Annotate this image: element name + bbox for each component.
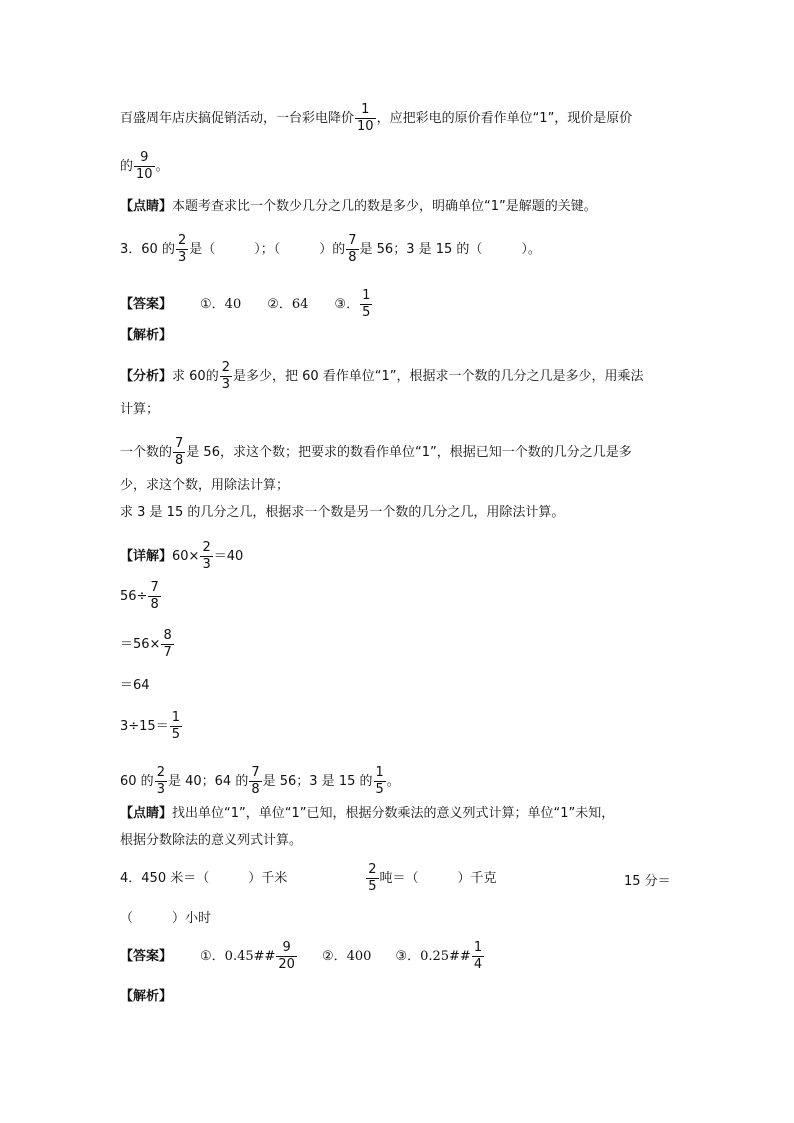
numerator: 2 bbox=[221, 360, 230, 375]
analysis-label: 【分析】 bbox=[120, 369, 173, 384]
denominator: 5 bbox=[171, 727, 180, 742]
numerator: 1 bbox=[171, 710, 180, 725]
answer-2: ②．400 bbox=[321, 949, 372, 964]
denominator: 8 bbox=[150, 597, 159, 612]
numerator: 2 bbox=[202, 540, 211, 555]
text: 56÷ bbox=[120, 589, 148, 604]
text: 一个数的 bbox=[120, 445, 173, 460]
fraction bbox=[249, 765, 261, 798]
denominator: 20 bbox=[278, 957, 295, 972]
numerator: 8 bbox=[163, 628, 172, 643]
denominator: 8 bbox=[251, 782, 260, 797]
answer-2: ②．64 bbox=[267, 297, 309, 312]
fraction bbox=[346, 233, 358, 266]
tip-line bbox=[120, 805, 614, 823]
detail-line bbox=[120, 677, 150, 695]
answer-1: ①．0.45## bbox=[200, 949, 276, 964]
fraction bbox=[134, 150, 155, 183]
answer-3: ③． bbox=[334, 297, 360, 312]
denominator: 3 bbox=[202, 557, 211, 572]
analysis-line bbox=[120, 360, 644, 393]
denominator: 3 bbox=[156, 782, 165, 797]
numerator: 1 bbox=[355, 102, 376, 119]
text: 吨＝（ ）千克 bbox=[379, 871, 497, 886]
denominator: 10 bbox=[357, 119, 374, 134]
text: 求 60的 bbox=[172, 369, 219, 384]
analysis-line bbox=[120, 504, 564, 522]
denominator: 3 bbox=[177, 250, 187, 265]
numerator: 9 bbox=[134, 150, 155, 167]
question-4-part bbox=[624, 873, 671, 891]
text: 是（ ）；（ ）的 bbox=[189, 242, 346, 257]
answer-line bbox=[120, 940, 485, 973]
answer-1: ①．40 bbox=[200, 297, 242, 312]
denominator: 5 bbox=[368, 879, 377, 894]
denominator: 8 bbox=[175, 453, 184, 468]
analysis-line bbox=[120, 436, 632, 469]
question-4 bbox=[120, 862, 497, 895]
analysis-line bbox=[120, 477, 289, 495]
text: ＝64 bbox=[120, 678, 150, 693]
fraction bbox=[360, 288, 372, 321]
fraction bbox=[276, 940, 297, 973]
answer-label: 【答案】 bbox=[120, 297, 173, 312]
detail-line bbox=[120, 540, 243, 573]
fraction bbox=[366, 862, 378, 895]
text: 。 bbox=[386, 774, 400, 789]
fraction bbox=[148, 580, 160, 613]
detail-line bbox=[120, 580, 162, 613]
detail-line bbox=[120, 628, 175, 661]
tip-line bbox=[120, 198, 597, 216]
answer-3: ③．0.25## bbox=[395, 949, 471, 964]
text: 是 40；64 的 bbox=[167, 774, 249, 789]
text: 求 3 是 15 的几分之几，根据求一个数是另一个数的几分之几，用除法计算。 bbox=[120, 505, 565, 520]
fraction bbox=[374, 765, 386, 798]
tip-text: 本题考查求比一个数少几分之几的数是多少，明确单位“1”是解题的关键。 bbox=[172, 199, 597, 214]
answer-label: 【答案】 bbox=[120, 949, 173, 964]
fraction bbox=[472, 940, 484, 973]
numerator: 9 bbox=[276, 940, 297, 957]
detail-line bbox=[120, 765, 400, 798]
tip-text: 找出单位“1”，单位“1”已知，根据分数乘法的意义列式计算；单位“1”未知， bbox=[172, 806, 615, 821]
denominator: 5 bbox=[362, 305, 371, 320]
paragraph-line bbox=[120, 102, 632, 135]
detail-label: 【详解】 bbox=[120, 549, 173, 564]
numerator: 1 bbox=[362, 288, 371, 303]
fraction bbox=[220, 360, 232, 393]
text: 3÷15＝ bbox=[120, 719, 169, 734]
text: ＝40 bbox=[213, 549, 244, 564]
text: 是多少，把 60 看作单位“1”，根据求一个数的几分之几是多少，用乘法 bbox=[232, 369, 644, 384]
denominator: 5 bbox=[375, 782, 384, 797]
text: （ ）小时 bbox=[120, 911, 212, 926]
numerator: 7 bbox=[175, 436, 184, 451]
text: ，应把彩电的原价看作单位“1”，现价是原价 bbox=[376, 111, 633, 126]
text: 4．450 米＝（ ）千米 bbox=[120, 871, 288, 886]
analysis-line bbox=[120, 401, 159, 419]
analysis-heading: 【解析】 bbox=[120, 989, 173, 1004]
numerator: 7 bbox=[150, 580, 159, 595]
question-4-line bbox=[120, 910, 211, 928]
text: 的 bbox=[120, 159, 134, 174]
denominator: 7 bbox=[163, 645, 172, 660]
text: 15 分＝ bbox=[624, 874, 671, 889]
text: 60× bbox=[172, 549, 200, 564]
tip-text: 根据分数除法的意义列式计算。 bbox=[120, 833, 303, 848]
denominator: 8 bbox=[348, 250, 357, 265]
text: 。 bbox=[155, 159, 169, 174]
numerator: 2 bbox=[368, 862, 377, 877]
analysis-heading: 【解析】 bbox=[120, 328, 173, 343]
text: 60 的 bbox=[120, 774, 154, 789]
numerator: 2 bbox=[177, 233, 187, 248]
numerator: 1 bbox=[473, 940, 483, 955]
tip-label: 【点睛】 bbox=[120, 806, 173, 821]
text: 计算； bbox=[120, 402, 160, 417]
fraction bbox=[200, 540, 212, 573]
numerator: 7 bbox=[251, 765, 260, 780]
fraction bbox=[176, 233, 188, 266]
numerator: 7 bbox=[348, 233, 357, 248]
denominator: 3 bbox=[221, 377, 230, 392]
text: 是 56；3 是 15 的（ ）。 bbox=[359, 242, 541, 257]
text: ＝56× bbox=[120, 637, 161, 652]
text: 是 56；3 是 15 的 bbox=[262, 774, 373, 789]
text: 百盛周年店庆搞促销活动，一台彩电降价 bbox=[120, 111, 355, 126]
question-3 bbox=[120, 233, 541, 266]
fraction bbox=[155, 765, 167, 798]
fraction bbox=[355, 102, 376, 135]
fraction bbox=[173, 436, 185, 469]
detail-line bbox=[120, 710, 183, 743]
text: 是 56，求这个数；把要求的数看作单位“1”，根据已知一个数的几分之几是多 bbox=[186, 445, 632, 460]
answer-line bbox=[120, 288, 373, 321]
denominator: 4 bbox=[473, 957, 483, 972]
text: 少，求这个数，用除法计算； bbox=[120, 478, 290, 493]
text: 3．60 的 bbox=[120, 242, 175, 257]
fraction bbox=[170, 710, 182, 743]
numerator: 1 bbox=[375, 765, 384, 780]
numerator: 2 bbox=[156, 765, 165, 780]
fraction bbox=[161, 628, 173, 661]
tip-line bbox=[120, 832, 302, 850]
denominator: 10 bbox=[136, 167, 153, 182]
paragraph-line bbox=[120, 150, 169, 183]
tip-label: 【点睛】 bbox=[120, 199, 173, 214]
